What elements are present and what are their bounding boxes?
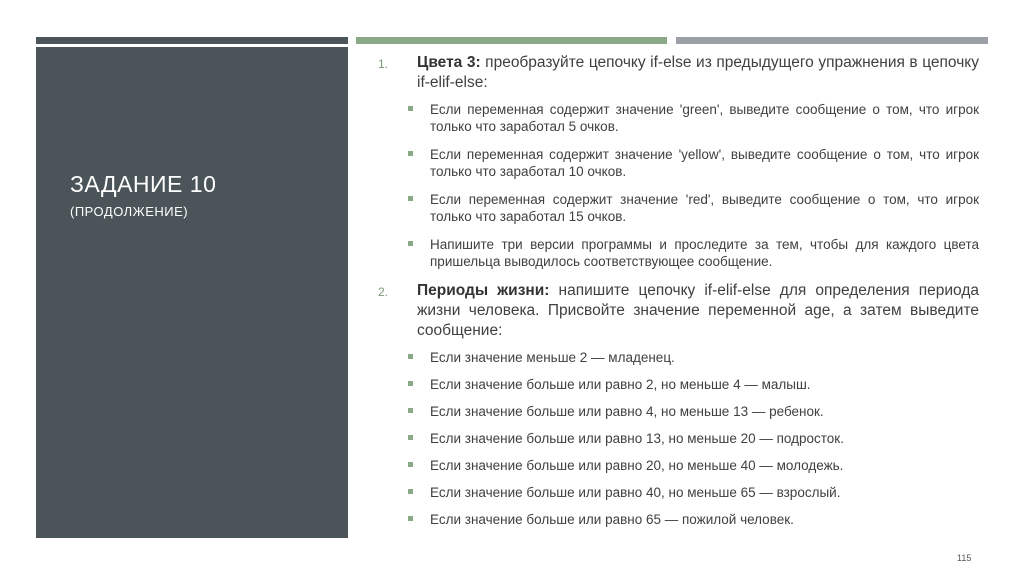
bullet-text: Если значение больше или равно 20, но меньше 40 — молодежь. <box>430 458 844 473</box>
bullet-item <box>378 484 979 501</box>
page-number: 115 <box>957 553 972 563</box>
numbered-item <box>378 53 979 93</box>
square-bullet-icon <box>408 354 413 359</box>
bullet-text: Если переменная содержит значение 'yellow', выведите сообщение о том, что игрок только что заработал 10 очков. <box>430 147 979 179</box>
bullet-text: Если значение больше или равно 40, но меньше 65 — взрослый. <box>430 485 841 500</box>
bullet-item <box>378 146 979 180</box>
item-number: 2. <box>378 285 389 299</box>
square-bullet-icon <box>408 489 413 494</box>
bullet-text: Если переменная содержит значение 'red', выведите сообщение о том, что игрок только что заработал 15 очков. <box>430 192 979 224</box>
square-bullet-icon <box>408 435 413 440</box>
decor-bar-dark <box>36 37 348 44</box>
square-bullet-icon <box>408 241 413 246</box>
bullet-item <box>378 101 979 135</box>
square-bullet-icon <box>408 462 413 467</box>
bullet-text: Если значение меньше 2 — младенец. <box>430 350 675 365</box>
bullet-item <box>378 191 979 225</box>
square-bullet-icon <box>408 196 413 201</box>
decor-bar-green <box>356 37 667 44</box>
title-panel <box>36 47 348 538</box>
slide-content <box>378 53 979 538</box>
square-bullet-icon <box>408 106 413 111</box>
item-number: 1. <box>378 57 389 71</box>
bullet-item <box>378 457 979 474</box>
decor-bar-gray <box>676 37 988 44</box>
bullet-text: Если переменная содержит значение 'green', выведите сообщение о том, что игрок только что заработал 5 очков. <box>430 102 979 134</box>
slide-subtitle: (ПРОДОЛЖЕНИЕ) <box>70 204 189 219</box>
square-bullet-icon <box>408 381 413 386</box>
item-text: напишите цепочку if-elif-else для определения периода жизни человека. Присвойте значение переменной age, а затем выведите сообщение: <box>417 282 979 339</box>
bullet-text: Если значение больше или равно 13, но меньше 20 — подросток. <box>430 431 844 446</box>
square-bullet-icon <box>408 151 413 156</box>
numbered-item <box>378 281 979 341</box>
bullet-text: Если значение больше или равно 4, но меньше 13 — ребенок. <box>430 404 824 419</box>
square-bullet-icon <box>408 516 413 521</box>
bullet-item <box>378 511 979 528</box>
square-bullet-icon <box>408 408 413 413</box>
bullet-text: Если значение больше или равно 65 — пожилой человек. <box>430 512 794 527</box>
bullet-text: Напишите три версии программы и проследите за тем, чтобы для каждого цвета пришельца выводилось соответствующее сообщение. <box>430 237 979 269</box>
bullet-text: Если значение больше или равно 2, но меньше 4 — малыш. <box>430 377 811 392</box>
item-heading: Периоды жизни: <box>417 282 550 299</box>
item-text: преобразуйте цепочку if-else из предыдущего упражнения в цепочку if-elif-else: <box>417 54 979 91</box>
bullet-item <box>378 236 979 270</box>
slide-title: ЗАДАНИЕ 10 <box>70 171 217 197</box>
bullet-item <box>378 430 979 447</box>
bullet-item <box>378 376 979 393</box>
item-heading: Цвета 3: <box>417 54 481 71</box>
bullet-item <box>378 349 979 366</box>
bullet-item <box>378 403 979 420</box>
